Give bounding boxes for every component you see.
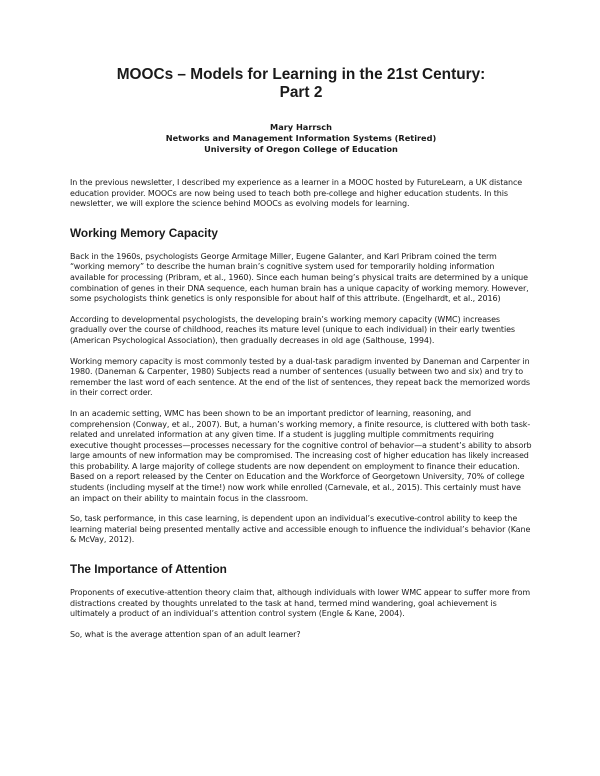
paragraph: Proponents of executive-attention theory claim that, although individuals with lower WMC appear to suffer more from distractions created by thoughts unrelated to the task at hand, termed mind wandering, goal achievement is ultimately a product of an individual’s attention control system (Engle & Kane, 2004).	[70, 588, 531, 619]
paragraph: In an academic setting, WMC has been shown to be an important predictor of learning, reasoning, and comprehension (Conway, et al., 2007). But, a human’s working memory, a finite resource, is cluttered with both task-related and unrelated information at any given time. If a student is juggling multiple commitments requiring executive thought processes—processes necessary for the cognitive control of behavior—a student’s ability to absorb large amounts of new information may be compromised. The increasing cost of higher education has likely increased this probability. A large majority of college students are now dependent on employment to finance their education. Based on a report released by the Center on Education and the Workforce of Georgetown University, 70% of college students (including myself at the time!) now work while enrolled (Carnevale, et al., 2015). This certainly must have an impact on their ability to maintain focus in the classroom.	[70, 408, 532, 503]
title-line-2: Part 2	[279, 84, 323, 101]
title-line-1: MOOCs – Models for Learning in the 21st Century:	[116, 66, 486, 83]
paragraph: According to developmental psychologists, the developing brain’s working memory capacity (WMC) increases gradually over the course of childhood, reaches its mature level (unique to each individual) in their early twenties (American Psychological Association), then gradually decreases in old age (Salthouse, 1994).	[70, 314, 515, 345]
intro-paragraph: In the previous newsletter, I described my experience as a learner in a MOOC hosted by FutureLearn, a UK distance education provider. MOOCs are now being used to teach both pre-college and higher education students. In this newsletter, we will explore the science behind MOOCs as evolving models for learning.	[70, 178, 523, 209]
paragraph: So, task performance, in this case learning, is dependent upon an individual’s executive-control ability to keep the learning material being presented mentally active and accessible enough to influence the individual’s behavior (Kane & McVay, 2012).	[70, 514, 531, 545]
document-page	[70, 66, 532, 640]
author-name: Mary Harrsch	[270, 122, 332, 132]
section-heading-attention: The Importance of Attention	[70, 562, 227, 577]
author-block	[70, 122, 532, 155]
affiliation-1: Networks and Management Information Systems (Retired)	[165, 133, 437, 143]
paragraph: Working memory capacity is most commonly tested by a dual-task paradigm invented by Daneman and Carpenter in 1980. (Daneman & Carpenter, 1980) Subjects read a number of sentences (usually between two and six) and try to remember the last word of each sentence. At the end of the list of sentences, they repeat back the memorized words in their correct order.	[70, 356, 530, 398]
paragraph: Back in the 1960s, psychologists George Armitage Miller, Eugene Galanter, and Karl Pribram coined the term “working memory” to describe the human brain’s cognitive system used for temporarily holding information available for processing (Pribram, et al., 1960). Since each human being’s physical traits are determined by a unique combination of genes in their DNA sequence, each human brain has a unique capacity of working memory. However, some psychologists think genetics is only responsible for about half of this attribute. (Engelhardt, et al., 2016)	[70, 251, 529, 304]
document-title	[70, 66, 532, 102]
affiliation-2: University of Oregon College of Education	[204, 144, 398, 154]
section-heading-working-memory: Working Memory Capacity	[70, 225, 218, 240]
paragraph: So, what is the average attention span of an adult learner?	[70, 629, 301, 639]
